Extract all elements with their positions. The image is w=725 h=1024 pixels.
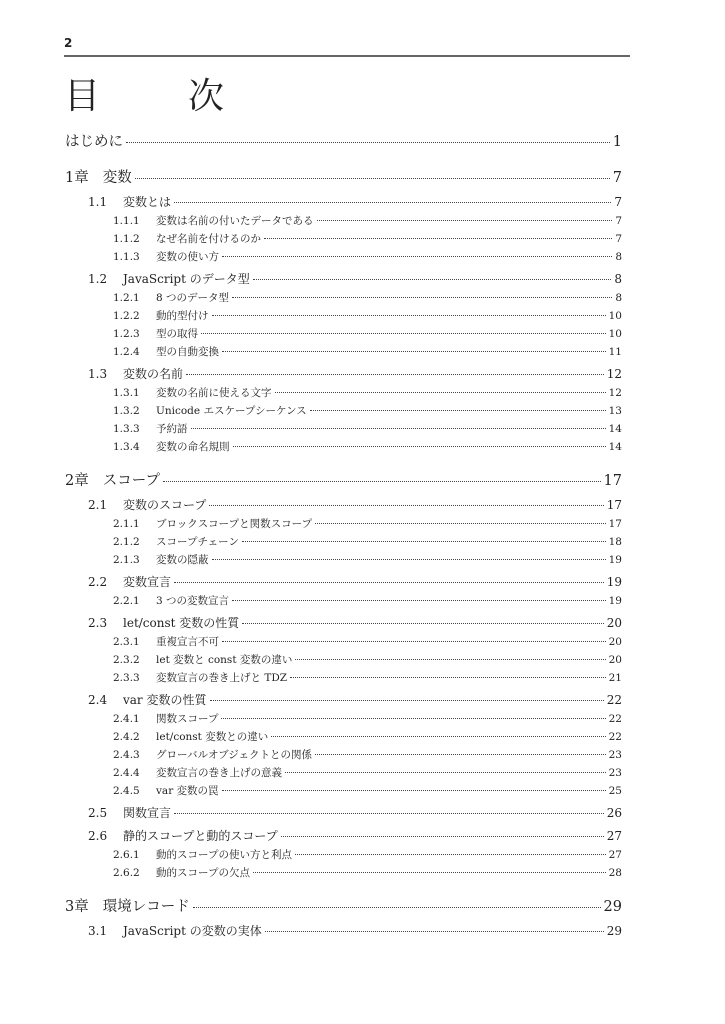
toc-entry-title: 環境レコード xyxy=(102,899,190,915)
toc-entry-title: 変数の使い方 xyxy=(156,251,219,263)
toc-entry-page: 22 xyxy=(606,693,622,707)
toc-entry-number: 1.2.4 xyxy=(113,346,140,358)
toc-entry-page: 19 xyxy=(608,595,622,607)
dot-leader xyxy=(174,582,604,583)
toc-entry-number: 2.4 xyxy=(88,693,108,707)
toc-entry-title: JavaScript のデータ型 xyxy=(123,272,250,286)
dot-leader xyxy=(317,220,613,221)
toc-entry-title: 変数 xyxy=(102,170,132,186)
dot-leader xyxy=(210,700,604,701)
toc-entry-page: 1 xyxy=(612,134,622,150)
toc-entry-page: 23 xyxy=(608,749,622,761)
toc-entry-page: 10 xyxy=(608,328,622,340)
toc-entry-sub[interactable] xyxy=(0,515,622,533)
toc-entry-number: 2.6.1 xyxy=(113,849,140,861)
dot-leader xyxy=(281,836,604,837)
toc-entry-number: 2.3 xyxy=(88,616,108,630)
toc-entry-number: 2.4.5 xyxy=(113,785,140,797)
toc-entry-number: 1.3.2 xyxy=(113,405,140,417)
dot-leader xyxy=(193,907,601,908)
toc-entry-title: スコープチェーン xyxy=(156,536,239,548)
page-number: 2 xyxy=(64,36,73,50)
toc-entry-title: 動的スコープの欠点 xyxy=(156,867,250,879)
toc-entry-title: var 変数の罠 xyxy=(156,785,219,797)
toc-entry-page: 8 xyxy=(614,272,622,286)
toc-entry-title: 型の取得 xyxy=(156,328,198,340)
dot-leader xyxy=(233,446,606,447)
toc-entry-page: 8 xyxy=(615,292,622,304)
toc-entry-number: 2.6.2 xyxy=(113,867,140,879)
toc-entry-page: 7 xyxy=(615,215,622,227)
toc-entry-sub[interactable] xyxy=(0,289,622,307)
dot-leader xyxy=(222,641,606,642)
toc-entry-section[interactable] xyxy=(0,691,622,710)
toc-entry-page: 12 xyxy=(606,367,622,381)
table-of-contents xyxy=(0,117,725,941)
toc-entry-number: 2.1.2 xyxy=(113,536,140,548)
dot-leader xyxy=(232,600,606,601)
toc-entry-title: ブロックスコープと関数スコープ xyxy=(156,518,313,530)
toc-entry-title: 変数の隠蔽 xyxy=(156,554,209,566)
toc-entry-title: 変数の名前に使える文字 xyxy=(156,387,272,399)
dot-leader xyxy=(290,677,606,678)
dot-leader xyxy=(222,351,606,352)
toc-entry-section[interactable] xyxy=(0,365,622,384)
toc-entry-title: 変数のスコープ xyxy=(123,498,207,512)
toc-entry-number: 3.1 xyxy=(88,924,108,938)
toc-entry-page: 20 xyxy=(606,616,622,630)
toc-entry-page: 18 xyxy=(608,536,622,548)
dot-leader xyxy=(232,297,612,298)
toc-entry-section[interactable] xyxy=(0,496,622,515)
dot-leader xyxy=(310,410,606,411)
toc-entry-sub[interactable] xyxy=(0,420,622,438)
toc-entry-title: はじめに xyxy=(65,134,123,150)
toc-entry-page: 25 xyxy=(608,785,622,797)
dot-leader xyxy=(295,659,605,660)
toc-entry-page: 7 xyxy=(615,233,622,245)
dot-leader xyxy=(126,142,610,143)
toc-entry-page: 27 xyxy=(606,829,622,843)
toc-entry-sub[interactable] xyxy=(0,438,622,456)
dot-leader xyxy=(242,541,606,542)
toc-entry-number: 1.1.1 xyxy=(113,215,140,227)
toc-entry-page: 23 xyxy=(608,767,622,779)
dot-leader xyxy=(174,813,604,814)
toc-entry-sub[interactable] xyxy=(0,669,622,687)
toc-entry-page: 13 xyxy=(608,405,622,417)
toc-entry-title: 型の自動変換 xyxy=(156,346,219,358)
toc-entry-number: 2.4.4 xyxy=(113,767,140,779)
dot-leader xyxy=(253,279,612,280)
toc-entry-title: JavaScript の変数の実体 xyxy=(123,924,262,938)
toc-entry-page: 12 xyxy=(608,387,622,399)
toc-entry-sub[interactable] xyxy=(0,592,622,610)
toc-entry-number: 2.2 xyxy=(88,575,108,589)
toc-entry-title: 関数宣言 xyxy=(123,806,172,820)
toc-entry-number: 1.3.3 xyxy=(113,423,140,435)
dot-leader xyxy=(253,872,606,873)
toc-entry-page: 17 xyxy=(608,518,622,530)
toc-entry-number: 2.4.1 xyxy=(113,713,140,725)
toc-entry-section[interactable] xyxy=(0,922,622,941)
toc-entry-sub[interactable] xyxy=(0,746,622,764)
toc-entry-number: 2.3.3 xyxy=(113,672,140,684)
dot-leader xyxy=(209,505,603,506)
dot-leader xyxy=(315,523,605,524)
toc-entry-sub[interactable] xyxy=(0,764,622,782)
toc-entry-number: 1.2 xyxy=(88,272,108,286)
toc-entry-number: 1.1.2 xyxy=(113,233,140,245)
toc-entry-number: 3章 xyxy=(65,899,89,915)
toc-entry-page: 19 xyxy=(608,554,622,566)
toc-entry-chapter[interactable] xyxy=(0,470,622,492)
toc-entry-sub[interactable] xyxy=(0,248,622,266)
toc-entry-page: 26 xyxy=(606,806,622,820)
toc-entry-page: 17 xyxy=(603,473,622,489)
dot-leader xyxy=(221,718,605,719)
dot-leader xyxy=(186,374,604,375)
toc-entry-section[interactable] xyxy=(0,614,622,633)
toc-entry-title: 変数宣言の巻き上げと TDZ xyxy=(156,672,288,684)
toc-entry-title: 変数宣言 xyxy=(123,575,172,589)
toc-entry-number: 2.2.1 xyxy=(113,595,140,607)
toc-entry-chapter[interactable] xyxy=(0,131,622,153)
toc-entry-title: なぜ名前を付けるのか xyxy=(156,233,261,245)
toc-entry-number: 1.2.3 xyxy=(113,328,140,340)
toc-entry-title: 変数は名前の付いたデータである xyxy=(156,215,314,227)
toc-entry-sub[interactable] xyxy=(0,633,622,651)
toc-entry-title: let/const 変数との違い xyxy=(156,731,269,743)
toc-entry-number: 2.1.3 xyxy=(113,554,140,566)
toc-entry-title: 3 つの変数宣言 xyxy=(156,595,230,607)
toc-entry-title: 変数とは xyxy=(123,195,172,209)
dot-leader xyxy=(271,736,605,737)
dot-leader xyxy=(222,256,612,257)
toc-entry-number: 1章 xyxy=(65,170,89,186)
toc-entry-chapter[interactable] xyxy=(0,896,622,918)
toc-entry-title: var 変数の性質 xyxy=(123,693,207,707)
toc-entry-title: 動的型付け xyxy=(156,310,209,322)
toc-entry-title: スコープ xyxy=(102,473,161,489)
toc-entry-sub[interactable] xyxy=(0,864,622,882)
dot-leader xyxy=(191,428,606,429)
toc-entry-title: 重複宣言不可 xyxy=(156,636,219,648)
dot-leader xyxy=(222,790,606,791)
toc-entry-section[interactable] xyxy=(0,573,622,592)
toc-entry-sub[interactable] xyxy=(0,307,622,325)
toc-entry-page: 10 xyxy=(608,310,622,322)
toc-entry-page: 29 xyxy=(606,924,622,938)
toc-entry-number: 2章 xyxy=(65,473,89,489)
toc-entry-number: 1.2.2 xyxy=(113,310,140,322)
toc-entry-section[interactable] xyxy=(0,193,622,212)
dot-leader xyxy=(315,754,606,755)
toc-entry-page: 11 xyxy=(608,346,622,358)
toc-entry-sub[interactable] xyxy=(0,402,622,420)
dot-leader xyxy=(135,178,610,179)
toc-entry-page: 17 xyxy=(606,498,622,512)
toc-entry-sub[interactable] xyxy=(0,728,622,746)
toc-entry-page: 22 xyxy=(608,713,622,725)
toc-entry-number: 2.1.1 xyxy=(113,518,140,530)
toc-entry-page: 27 xyxy=(608,849,622,861)
toc-entry-page: 22 xyxy=(608,731,622,743)
page-title: 目 次 xyxy=(64,76,251,117)
toc-entry-number: 1.3.4 xyxy=(113,441,140,453)
toc-entry-title: 変数宣言の巻き上げの意義 xyxy=(156,767,282,779)
toc-entry-title: 静的スコープと動的スコープ xyxy=(123,829,278,843)
toc-entry-sub[interactable] xyxy=(0,846,622,864)
toc-entry-page: 7 xyxy=(612,170,622,186)
dot-leader xyxy=(242,623,603,624)
dot-leader xyxy=(265,931,604,932)
toc-entry-number: 2.4.2 xyxy=(113,731,140,743)
toc-entry-chapter[interactable] xyxy=(0,167,622,189)
toc-entry-page: 8 xyxy=(615,251,622,263)
header-rule xyxy=(64,55,630,57)
toc-entry-sub[interactable] xyxy=(0,384,622,402)
dot-leader xyxy=(212,559,606,560)
toc-entry-sub[interactable] xyxy=(0,230,622,248)
toc-entry-section[interactable] xyxy=(0,270,622,289)
toc-entry-sub[interactable] xyxy=(0,551,622,569)
toc-entry-title: 8 つのデータ型 xyxy=(156,292,230,304)
toc-entry-sub[interactable] xyxy=(0,651,622,669)
toc-entry-title: 関数スコープ xyxy=(156,713,219,725)
toc-entry-page: 19 xyxy=(606,575,622,589)
toc-entry-sub[interactable] xyxy=(0,533,622,551)
toc-entry-title: 動的スコープの使い方と利点 xyxy=(156,849,292,861)
toc-entry-number: 2.5 xyxy=(88,806,108,820)
dot-leader xyxy=(212,315,606,316)
toc-entry-page: 20 xyxy=(608,636,622,648)
toc-entry-sub[interactable] xyxy=(0,710,622,728)
toc-entry-page: 14 xyxy=(608,423,622,435)
toc-entry-number: 1.1 xyxy=(88,195,108,209)
toc-entry-page: 7 xyxy=(614,195,622,209)
toc-entry-sub[interactable] xyxy=(0,212,622,230)
toc-entry-page: 21 xyxy=(608,672,622,684)
toc-entry-sub[interactable] xyxy=(0,325,622,343)
toc-entry-title: 予約語 xyxy=(156,423,188,435)
toc-entry-page: 29 xyxy=(603,899,622,915)
toc-entry-sub[interactable] xyxy=(0,782,622,800)
toc-entry-sub[interactable] xyxy=(0,343,622,361)
toc-entry-number: 1.3.1 xyxy=(113,387,140,399)
toc-entry-page: 20 xyxy=(608,654,622,666)
toc-entry-title: let 変数と const 変数の違い xyxy=(156,654,293,666)
dot-leader xyxy=(295,854,606,855)
toc-entry-number: 2.1 xyxy=(88,498,108,512)
dot-leader xyxy=(275,392,606,393)
toc-entry-number: 2.6 xyxy=(88,829,108,843)
dot-leader xyxy=(163,481,601,482)
toc-entry-page: 14 xyxy=(608,441,622,453)
dot-leader xyxy=(264,238,612,239)
dot-leader xyxy=(201,333,606,334)
toc-entry-number: 2.3.2 xyxy=(113,654,140,666)
toc-entry-page: 28 xyxy=(608,867,622,879)
toc-entry-section[interactable] xyxy=(0,827,622,846)
toc-entry-title: グローバルオブジェクトとの関係 xyxy=(156,749,313,761)
toc-entry-title: 変数の名前 xyxy=(123,367,184,381)
toc-entry-title: 変数の命名規則 xyxy=(156,441,230,453)
toc-entry-number: 2.3.1 xyxy=(113,636,140,648)
toc-entry-title: let/const 変数の性質 xyxy=(123,616,240,630)
toc-entry-number: 1.3 xyxy=(88,367,108,381)
toc-entry-number: 2.4.3 xyxy=(113,749,140,761)
toc-entry-number: 1.2.1 xyxy=(113,292,140,304)
toc-entry-title: Unicode エスケープシーケンス xyxy=(156,405,307,417)
toc-entry-number: 1.1.3 xyxy=(113,251,140,263)
dot-leader xyxy=(174,202,611,203)
toc-entry-section[interactable] xyxy=(0,804,622,823)
dot-leader xyxy=(285,772,606,773)
